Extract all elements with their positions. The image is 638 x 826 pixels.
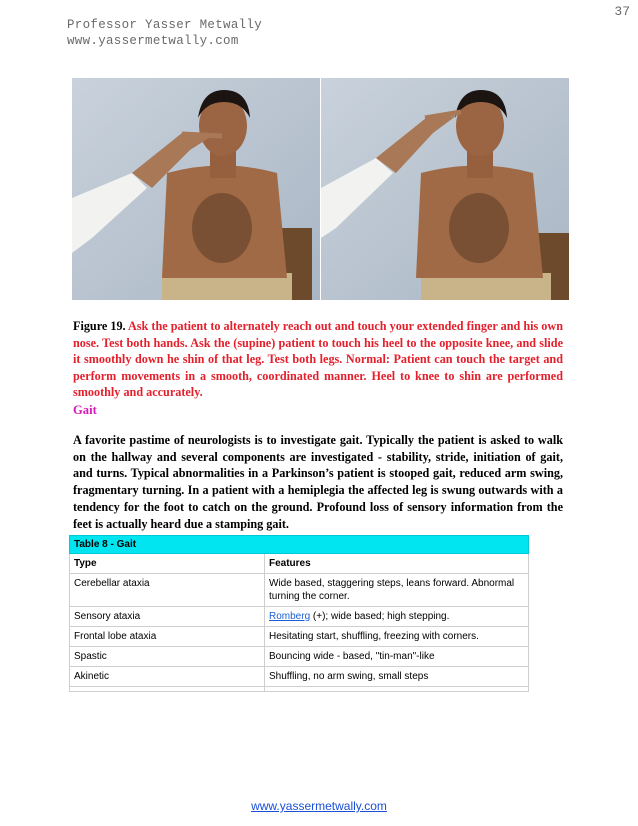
cell-type: Akinetic <box>70 667 265 687</box>
cell-features: Hesitating start, shuffling, freezing with corners. <box>265 627 529 647</box>
figure-caption-text: Ask the patient to alternately reach out and touch your extended finger and his own nose. Test both hands. Ask the (supine) patient to touch his heel to the opposite knee, and slide it smoothly down he shin of that leg. Test both legs. Normal: Patient can touch the target and perform movements in a smooth, coordinated manner. Heel to knee to shin are performed smoothly and accurately. <box>73 319 563 399</box>
cell-features: Shuffling, no arm swing, small steps <box>265 667 529 687</box>
table-title-row <box>70 536 529 554</box>
finger-to-nose-photo-right <box>321 78 569 300</box>
finger-to-nose-photo-left <box>72 78 320 300</box>
table-row <box>70 667 529 687</box>
gait-table <box>69 535 529 692</box>
cell-empty <box>265 687 529 692</box>
column-header-type: Type <box>70 554 265 574</box>
table-header-row <box>70 554 529 574</box>
cell-features-text: (+); wide based; high stepping. <box>310 611 450 622</box>
figure-caption <box>73 318 563 401</box>
table-title: Table 8 - Gait <box>70 536 529 554</box>
header-website: www.yassermetwally.com <box>67 34 239 48</box>
cell-type: Spastic <box>70 647 265 667</box>
table-row <box>70 627 529 647</box>
cell-type: Sensory ataxia <box>70 607 265 627</box>
header-author: Professor Yasser Metwally <box>67 18 263 32</box>
table-row <box>70 607 529 627</box>
cell-features: Bouncing wide - based, "tin-man"-like <box>265 647 529 667</box>
cell-features <box>265 607 529 627</box>
footer-website-link[interactable]: www.yassermetwally.com <box>251 799 387 813</box>
cell-features: Wide based, staggering steps, leans forward. Abnormal turning the corner. <box>265 574 529 607</box>
page-header <box>67 17 262 49</box>
section-heading-gait: Gait <box>73 403 97 417</box>
cell-empty <box>70 687 265 692</box>
column-header-features: Features <box>265 554 529 574</box>
figure-label: Figure 19. <box>73 319 126 333</box>
table-row <box>70 647 529 667</box>
page-number: 37 <box>614 4 630 19</box>
table-row-empty <box>70 687 529 692</box>
gait-paragraph: A favorite pastime of neurologists is to investigate gait. Typically the patient is asked to walk on the hallway and several components are investigated - stability, stride, initiation of gait, and turns. Typical abnormalities in a Parkinson’s patient is stooped gait, reduced arm swing, fragmentary turning. In a patient with a hemiplegia the affected leg is swung outwards with a tendency for the foot to catch on the ground. Profound loss of sensory information from the feet is actually heard due a stamping gait. <box>73 433 563 531</box>
figure-19-photos <box>66 72 570 302</box>
cell-type: Frontal lobe ataxia <box>70 627 265 647</box>
romberg-link[interactable]: Romberg <box>269 611 311 622</box>
table-row <box>70 574 529 607</box>
cell-type: Cerebellar ataxia <box>70 574 265 607</box>
